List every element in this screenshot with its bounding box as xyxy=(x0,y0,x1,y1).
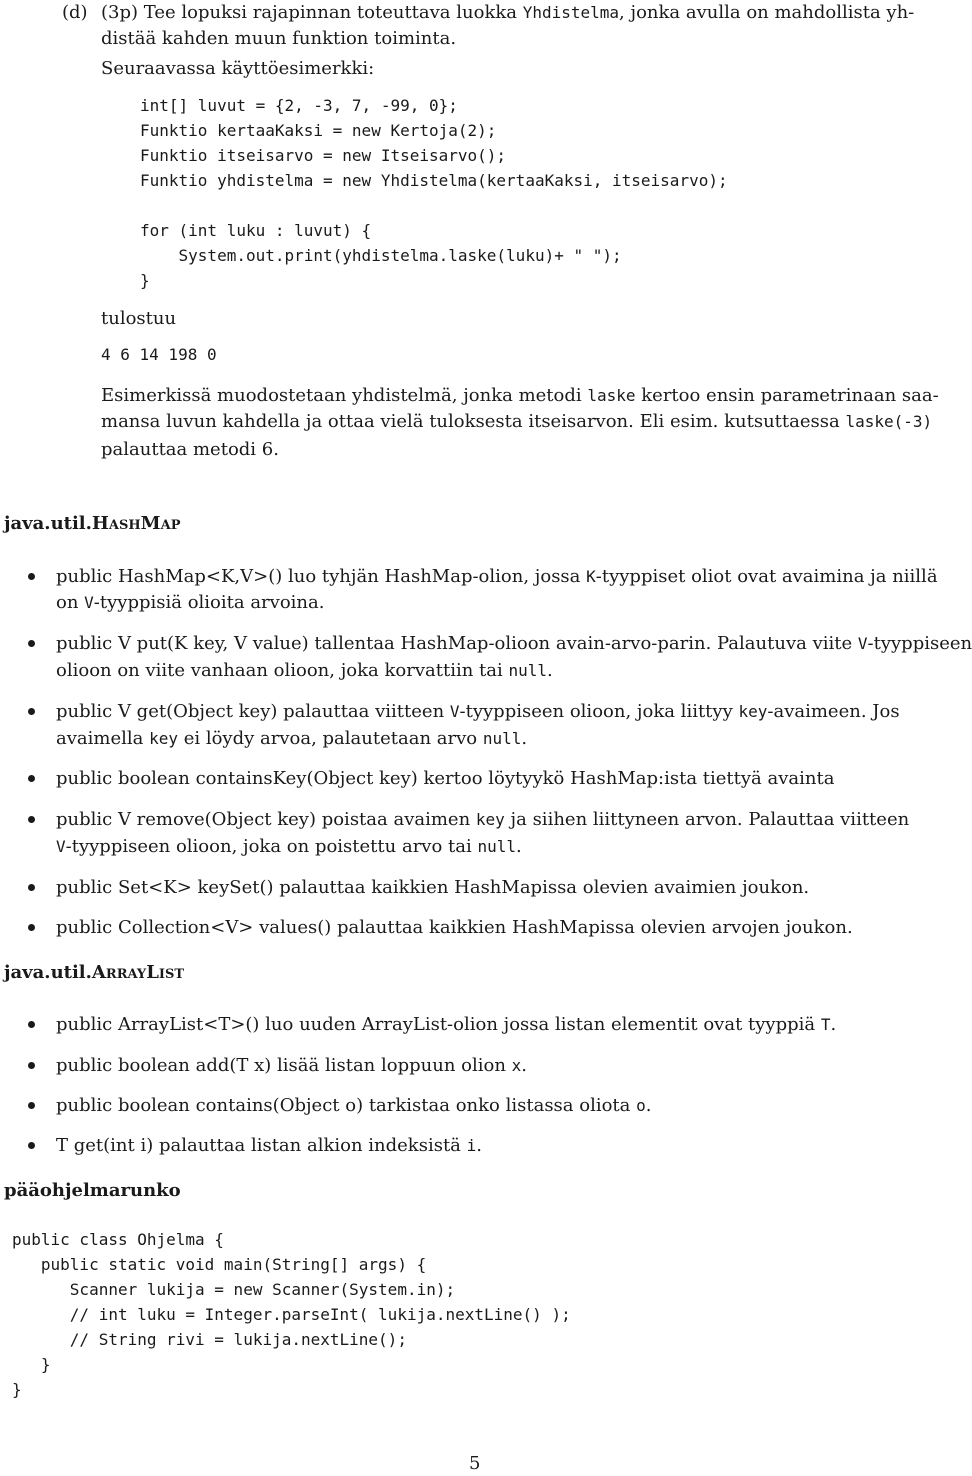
example-code-block xyxy=(140,93,728,193)
inline-code: K xyxy=(586,567,596,586)
inline-code: V xyxy=(449,702,460,721)
output-value: 4 6 14 198 0 xyxy=(101,345,217,364)
inline-code: key xyxy=(738,702,768,721)
hashmap-item-line: public Collection<V> values() palauttaa kaikkien HashMapissa olevien arvojen joukon. xyxy=(56,917,853,938)
inline-code: V xyxy=(84,593,94,612)
hashmap-item-line xyxy=(56,657,553,684)
task-line-2: distää kahden muun funktion toiminta. xyxy=(101,28,457,49)
item-text: -tyyppisiä olioita arvoina. xyxy=(93,592,325,613)
task-line-1-text-a: Tee lopuksi rajapinnan toteuttava luokka xyxy=(143,2,523,23)
explanation-line-1 xyxy=(101,384,939,408)
bullet-icon xyxy=(28,640,35,647)
item-text: . xyxy=(521,728,528,749)
item-text: -tyyppiseen olioon, joka on poistettu arvo tai xyxy=(65,836,478,857)
item-text: . xyxy=(547,660,553,681)
task-points: (3p) xyxy=(101,2,139,23)
main-skeleton-heading: pääohjelmarunko xyxy=(4,1180,181,1201)
hashmap-heading xyxy=(4,513,180,534)
code-line: int[] luvut = {2, -3, 7, -99, 0}; xyxy=(140,96,458,115)
item-text: public boolean contains(Object o) tarkistaa onko listassa oliota xyxy=(56,1095,637,1116)
arraylist-heading xyxy=(4,962,184,983)
bullet-icon xyxy=(28,1021,35,1028)
arraylist-item-line xyxy=(56,1052,527,1079)
code-line: } xyxy=(12,1355,51,1374)
hashmap-item-line xyxy=(56,630,972,657)
item-text: . xyxy=(476,1135,483,1156)
heading-name: HashMap xyxy=(91,513,181,534)
code-line: Funktio yhdistelma = new Yhdistelma(kertaaKaksi, itseisarvo); xyxy=(140,171,728,190)
code-line: // int luku = Integer.parseInt( lukija.nextLine() ); xyxy=(12,1305,571,1324)
inline-code: o xyxy=(636,1096,646,1115)
explanation-line-3: palauttaa metodi 6. xyxy=(101,439,279,460)
inline-code: T xyxy=(820,1015,831,1034)
hashmap-item-line xyxy=(56,833,522,860)
code-line: System.out.print(yhdistelma.laske(luku)+ " "); xyxy=(140,246,622,265)
item-text: T get(int i) palauttaa listan alkion indeksistä xyxy=(56,1135,467,1156)
inline-code: V xyxy=(857,634,868,653)
task-class-name: Yhdistelma xyxy=(522,3,620,22)
explanation-text: kertoo ensin parametrinaan saa- xyxy=(635,385,939,406)
inline-code: null xyxy=(482,729,522,748)
item-text: ei löydy arvoa, palautetaan arvo xyxy=(177,728,483,749)
item-text: public HashMap<K,V>() luo tyhjän HashMap-olion, jossa xyxy=(56,566,587,587)
item-text: -avaimeen. Jos xyxy=(767,701,900,722)
output-label: tulostuu xyxy=(101,308,177,329)
code-line: } xyxy=(12,1380,22,1399)
item-text: -tyyppiseen xyxy=(867,633,972,654)
code-line: public class Ohjelma { xyxy=(12,1230,224,1249)
inline-code: null xyxy=(477,837,517,856)
bullet-icon xyxy=(28,573,35,580)
item-text: public ArrayList<T>() luo uuden ArrayList-olion jossa listan elementit ovat tyyppiä xyxy=(56,1014,821,1035)
code-line: Scanner lukija = new Scanner(System.in); xyxy=(12,1280,456,1299)
page-number: 5 xyxy=(469,1453,481,1474)
item-text: public boolean add(T x) lisää listan loppuun olion xyxy=(56,1055,512,1076)
code-line: Funktio itseisarvo = new Itseisarvo(); xyxy=(140,146,507,165)
inline-code: i xyxy=(466,1136,477,1155)
hashmap-item-line xyxy=(56,589,324,616)
bullet-icon xyxy=(28,884,35,891)
hashmap-item-line xyxy=(56,698,900,725)
code-line: public static void main(String[] args) { xyxy=(12,1255,427,1274)
hashmap-item-line: public boolean containsKey(Object key) kertoo löytyykö HashMap:ista tiettyä avainta xyxy=(56,768,835,789)
item-text: public V remove(Object key) poistaa avaimen xyxy=(56,809,476,830)
bullet-icon xyxy=(28,924,35,931)
item-text: . xyxy=(521,1055,528,1076)
hashmap-item-line xyxy=(56,725,527,752)
item-text: avaimella xyxy=(56,728,150,749)
item-text: on xyxy=(56,592,85,613)
bullet-icon xyxy=(28,816,35,823)
inline-code: key xyxy=(475,810,505,829)
item-text: -tyyppiseen olioon, joka liittyy xyxy=(459,701,739,722)
bullet-icon xyxy=(28,1142,35,1149)
arraylist-item-line xyxy=(56,1132,482,1159)
arraylist-item-line xyxy=(56,1011,836,1038)
item-text: public V put(K key, V value) tallentaa HashMap-olioon avain-arvo-parin. Palautuva viite xyxy=(56,633,858,654)
item-text: olioon on viite vanhaan olioon, joka korvattiin tai xyxy=(56,660,509,681)
main-skeleton-code xyxy=(12,1227,571,1402)
code-line: } xyxy=(140,271,150,290)
hashmap-item-line xyxy=(56,563,938,590)
explanation-text: mansa luvun kahdella ja ottaa vielä tuloksesta itseisarvon. Eli esim. kutsuttaessa xyxy=(101,411,846,432)
heading-prefix: java.util. xyxy=(4,962,92,983)
bullet-icon xyxy=(28,1062,35,1069)
item-text: ja siihen liittyneen arvon. Palauttaa viitteen xyxy=(504,809,910,830)
item-text: public V get(Object key) palauttaa viitteen xyxy=(56,701,450,722)
task-line-1-text-b: , jonka avulla on mahdollista yh- xyxy=(619,2,915,23)
inline-code: key xyxy=(149,729,178,748)
bullet-icon xyxy=(28,1102,35,1109)
inline-code: laske xyxy=(587,386,636,405)
explanation-text: Esimerkissä muodostetaan yhdistelmä, jonka metodi xyxy=(101,385,588,406)
task-label: (d) xyxy=(62,2,88,23)
inline-code: x xyxy=(511,1056,522,1075)
inline-code: V xyxy=(56,837,66,856)
heading-prefix: java.util. xyxy=(4,513,92,534)
inline-code: laske(-3) xyxy=(845,412,933,431)
heading-name: ArrayList xyxy=(91,962,185,983)
hashmap-item-line: public Set<K> keySet() palauttaa kaikkien HashMapissa olevien avaimien joukon. xyxy=(56,877,810,898)
task-line-3: Seuraavassa käyttöesimerkki: xyxy=(101,58,375,79)
item-text: -tyyppiset oliot ovat avaimina ja niillä xyxy=(595,566,938,587)
code-line: // String rivi = lukija.nextLine(); xyxy=(12,1330,407,1349)
inline-code: null xyxy=(508,661,548,680)
task-line-1 xyxy=(101,1,914,25)
code-line: for (int luku : luvut) { xyxy=(140,221,372,240)
explanation-line-2 xyxy=(101,410,932,434)
item-text: . xyxy=(830,1014,837,1035)
bullet-icon xyxy=(28,708,35,715)
bullet-icon xyxy=(28,775,35,782)
item-text: . xyxy=(516,836,522,857)
hashmap-item-line xyxy=(56,806,909,833)
loop-code-block xyxy=(140,218,622,293)
code-line: Funktio kertaaKaksi = new Kertoja(2); xyxy=(140,121,497,140)
item-text: . xyxy=(645,1095,652,1116)
arraylist-item-line xyxy=(56,1092,652,1119)
